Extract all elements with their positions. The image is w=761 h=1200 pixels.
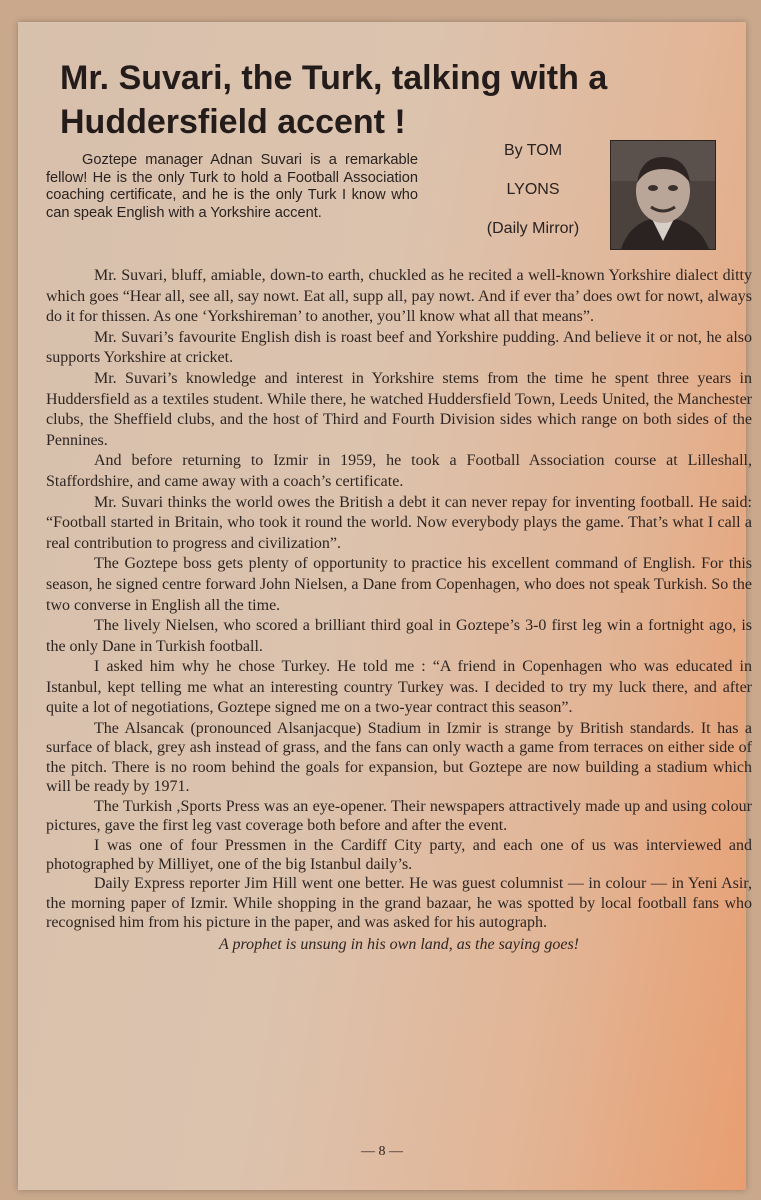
closing-line: A prophet is unsung in his own land, as the saying goes!	[219, 935, 579, 953]
byline	[448, 138, 618, 241]
paragraph-10: The Turkish ,Sports Press was an eye-opener. Their newspapers attractively made up and using colour pictures, gave the first leg vast coverage both before and after the event.	[46, 797, 752, 835]
paragraph-3: Mr. Suvari’s knowledge and interest in Yorkshire stems from the time he spent three years in Huddersfield as a textiles student. While there, he watched Huddersfield Town, Leeds United, the Manchester clubs, the Sheffield clubs, and the host of Third and Fourth Division sides which range on both sides of the Pennines.	[46, 369, 752, 449]
author-portrait-photo	[610, 140, 716, 250]
portrait-image	[611, 141, 715, 249]
byline-publication: (Daily Mirror)	[486, 220, 580, 237]
article-headline: Mr. Suvari, the Turk, talking with a Huddersfield accent !	[60, 59, 608, 141]
byline-surname: LYONS	[506, 181, 560, 198]
article-intro: Goztepe manager Adnan Suvari is a remarkable fellow! He is the only Turk to hold a Football Association coaching certificate, and he is the only Turk I know who can speak English with a Yorkshire accent.	[46, 152, 418, 221]
page-number: — 8 —	[361, 1144, 403, 1159]
paragraph-8: I asked him why he chose Turkey. He told me : “A friend in Copenhagen who was educated in Istanbul, kept telling me what an interesting country Turkey was. I decided to try my luck there, and after quite a lot of negotiations, Goztepe signed me on a two-year contract this season”.	[46, 658, 752, 717]
byline-name: By TOM	[503, 142, 563, 159]
programme-page	[18, 22, 752, 1190]
paragraph-6: The Goztepe boss gets plenty of opportunity to practice his excellent command of English. For this season, he signed centre forward John Nielsen, a Dane from Copenhagen, who does not speak Turkish. So the two converse in English all the time.	[46, 555, 752, 614]
paragraph-7: The lively Nielsen, who scored a brilliant third goal in Goztepe’s 3-0 first leg win a fortnight ago, is the only Dane in Turkish football.	[46, 617, 752, 655]
paragraph-5: Mr. Suvari thinks the world owes the British a debt it can never repay for inventing football. He said: “Football started in Britain, who took it round the world. Now everybody plays the game. That’s what I call a real contribution to progress and civilization”.	[46, 493, 752, 552]
paragraph-1: Mr. Suvari, bluff, amiable, down-to earth, chuckled as he recited a well-known Yorkshire dialect ditty which goes “Hear all, see all, say nowt. Eat all, supp all, pay nowt. And if ever tha’ does owt for nowt, always do it for thissen. As one ‘Yorkshireman’ to another, you’ll know what all that means”.	[46, 267, 752, 326]
paragraph-11: I was one of four Pressmen in the Cardiff City party, and each one of us was interviewed and photographed by Milliyet, one of the big Istanbul daily’s.	[46, 836, 752, 873]
paragraph-12: Daily Express reporter Jim Hill went one better. He was guest columnist — in colour — in Yeni Asir, the morning paper of Izmir. While shopping in the grand bazaar, he was spotted by local football fans who recognised him from his picture in the paper, and was asked for his autograph.	[46, 875, 752, 932]
paragraph-9: The Alsancak (pronounced Alsanjacque) Stadium in Izmir is strange by British standards. It has a surface of black, grey ash instead of grass, and the fans can only wacth a game from terraces on either side of the pitch. There is no room behind the goals for expansion, but Goztepe are now building a stadium which will be ready by 1971.	[46, 720, 752, 796]
article-body	[46, 266, 752, 955]
paragraph-2: Mr. Suvari’s favourite English dish is roast beef and Yorkshire pudding. And believe it or not, he also supports Yorkshire at cricket.	[46, 328, 752, 367]
paragraph-4: And before returning to Izmir in 1959, he took a Football Association course at Lilleshall, Staffordshire, and came away with a coach’s certificate.	[46, 452, 752, 490]
